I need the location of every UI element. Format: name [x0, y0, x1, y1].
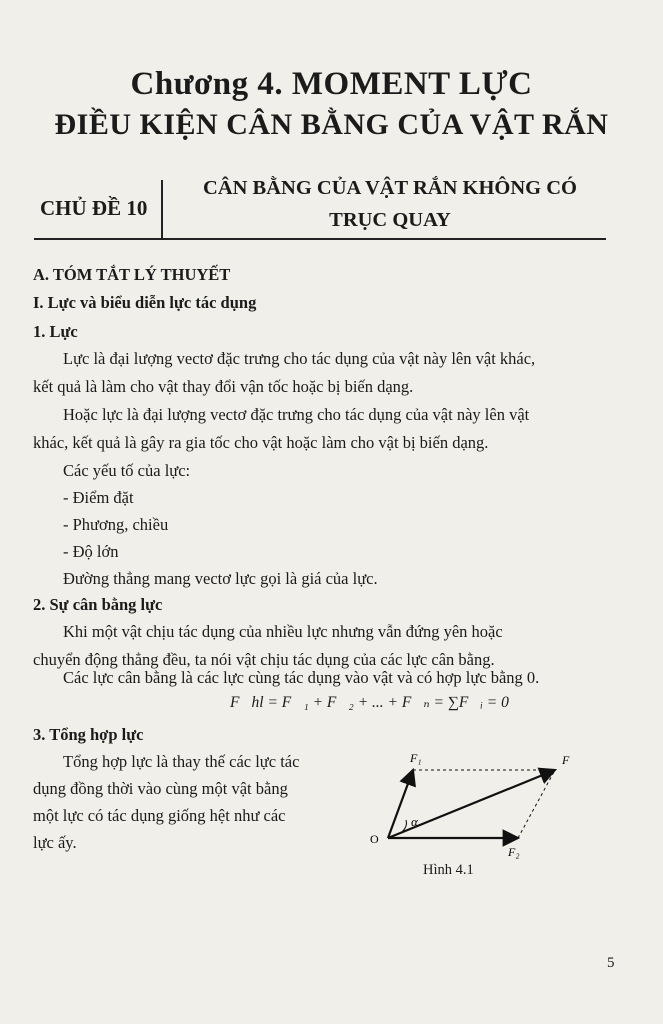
paragraph-line: chuyển động thẳng đều, ta nói vật chịu tác dụng của các lực cân bằng. [33, 650, 495, 669]
list-item: - Độ lớn [63, 542, 119, 561]
paragraph-line: Lực là đại lượng vectơ đặc trưng cho tác dụng của vật này lên vật khác, [63, 349, 536, 368]
page-number: 5 [607, 955, 615, 971]
paragraph-line: Các yếu tố của lực: [63, 461, 191, 480]
label-f: F [562, 753, 570, 767]
label-f1: F₁ [410, 751, 422, 765]
paragraph-line: Khi một vật chịu tác dụng của nhiều lực nhưng vẫn đứng yên hoặc [63, 622, 503, 641]
chapter-subtitle: ĐIỀU KIỆN CÂN BẰNG CỦA VẬT RẮN [54, 108, 609, 141]
paragraph-line: khác, kết quả là gây ra gia tốc cho vật hoặc làm cho vật bị biến dạng. [33, 433, 489, 452]
paragraph-line: lực ấy. [33, 833, 77, 852]
topic-title-line1: CÂN BẰNG CỦA VẬT RẮN KHÔNG CÓ [203, 177, 577, 199]
paragraph-line: Đường thẳng mang vectơ lực gọi là giá của lực. [63, 569, 378, 588]
paragraph-line: Hoặc lực là đại lượng vectơ đặc trưng cho tác dụng của vật này lên vật [63, 405, 530, 424]
section-i-heading: I. Lực và biểu diễn lực tác dụng [33, 293, 257, 312]
label-origin: O [370, 832, 379, 846]
paragraph-line: Tổng hợp lực là thay thế các lực tác [63, 752, 300, 771]
subsection-1-heading: 1. Lực [33, 322, 78, 341]
chapter-title: Chương 4. MOMENT LỰC [130, 66, 533, 102]
vector-f1 [388, 770, 413, 838]
topic-label: CHỦ ĐỀ 10 [40, 196, 148, 220]
topic-divider [161, 180, 163, 238]
paragraph-line: kết quả là làm cho vật thay đổi vận tốc hoặc bị biến dạng. [33, 377, 414, 396]
label-alpha: α [411, 814, 418, 829]
topic-title [175, 172, 605, 236]
force-parallelogram-figure [368, 748, 578, 860]
list-item: - Phương, chiều [63, 515, 169, 534]
equilibrium-formula: F⃗hl = F⃗₁ + F⃗₂ + ... + F⃗ₙ = ∑F⃗ᵢ = 0⃗ [230, 694, 521, 711]
paragraph-line: dụng đồng thời vào cùng một vật bằng [33, 779, 288, 798]
topic-title-line2: TRỤC QUAY [329, 209, 451, 231]
paragraph-line: một lực có tác dụng giống hệt như các [33, 806, 286, 825]
figure-caption: Hình 4.1 [423, 862, 474, 878]
label-f2: F₂ [508, 845, 520, 859]
subsection-2-heading: 2. Sự cân bằng lực [33, 595, 163, 614]
list-item: - Điểm đặt [63, 488, 134, 507]
topic-underline [34, 238, 606, 240]
parallelogram-edge [518, 770, 555, 838]
paragraph-line: Các lực cân bằng là các lực cùng tác dụng vào vật và có hợp lực bằng 0. [63, 668, 540, 687]
subsection-3-heading: 3. Tổng hợp lực [33, 725, 144, 744]
section-a-heading: A. TÓM TẮT LÝ THUYẾT [33, 265, 231, 284]
